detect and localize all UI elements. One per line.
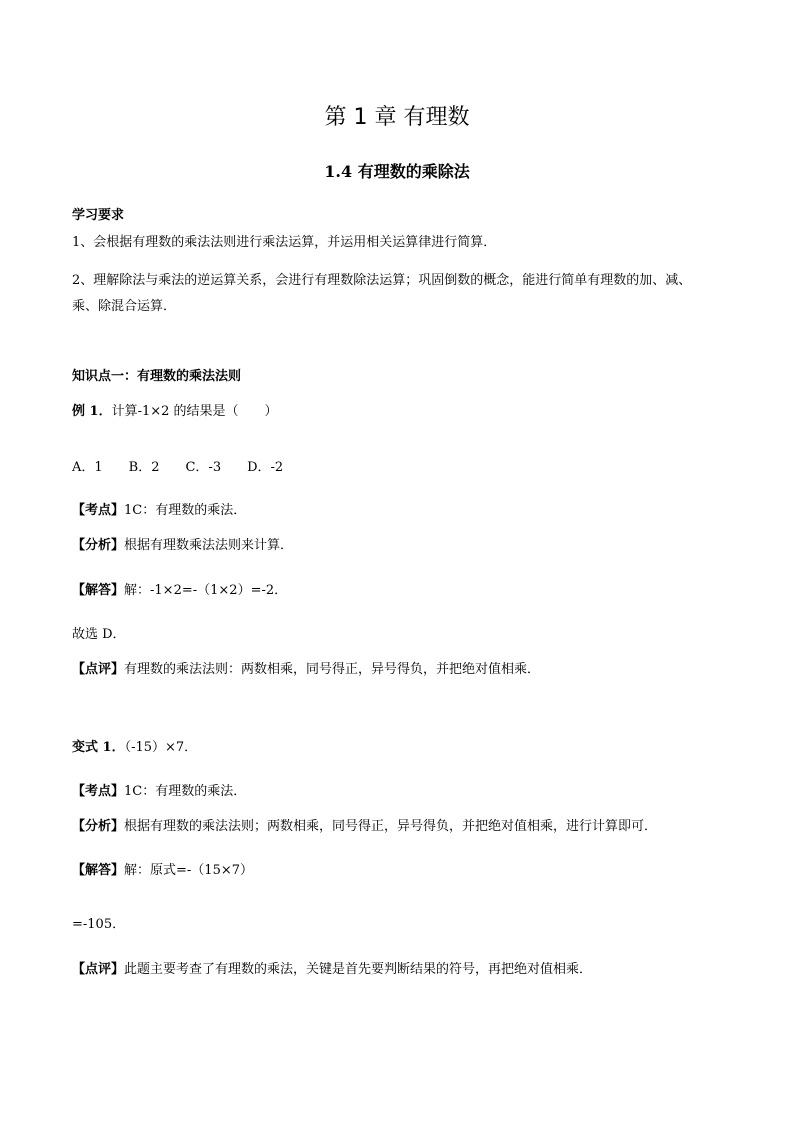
example-1-fenxi — [72, 537, 293, 555]
jieda-text: 解：原式=-（15×7） — [124, 863, 254, 878]
example-1-text: 计算-1×2 的结果是（ ） — [111, 404, 278, 419]
dianping-tag: 【点评】 — [72, 662, 125, 677]
example-1-kaodian — [72, 502, 246, 520]
fenxi-tag: 【分析】 — [72, 819, 125, 834]
jieda-tag: 【解答】 — [72, 583, 125, 598]
example-1-dianping — [72, 661, 540, 679]
requirement-item-1: 1、会根据有理数的乘法法则进行乘法运算，并运用相关运算律进行简算． — [72, 235, 497, 250]
dianping-text: 此题主要考查了有理数的乘法，关键是首先要判断结果的符号，再把绝对值相乘． — [124, 962, 593, 977]
requirements-heading: 学习要求 — [72, 208, 125, 223]
variant-1-result: =-105． — [72, 917, 126, 932]
chapter-title: 第 1 章 有理数 — [324, 105, 470, 130]
variant-1-text: （-15）×7． — [124, 740, 198, 755]
variant-1-dianping — [72, 961, 592, 979]
knowledge-point-1-heading: 知识点一：有理数的乘法法则 — [72, 369, 242, 384]
requirement-item-2-line-1: 2、理解除法与乘法的逆运算关系，会进行有理数除法运算；巩固倒数的概念，能进行简单有理数的加、减、 — [72, 273, 692, 288]
fenxi-text: 根据有理数的乘法法则；两数相乘，同号得正，异号得负，并把绝对值相乘，进行计算即可． — [124, 819, 658, 834]
variant-1-jieda — [72, 862, 253, 880]
section-title: 1.4 有理数的乘除法 — [324, 162, 470, 181]
variant-1-kaodian — [72, 783, 246, 801]
example-1-question — [72, 403, 278, 421]
variant-1-label: 变式 1． — [72, 740, 125, 755]
example-1-answer: 故选 D． — [72, 627, 126, 642]
variant-1-fenxi — [72, 818, 657, 836]
fenxi-tag: 【分析】 — [72, 538, 125, 553]
example-1-label: 例 1． — [72, 404, 112, 419]
kaodian-text: 1C：有理数的乘法． — [124, 503, 247, 518]
jieda-text: 解：-1×2=-（1×2）=-2． — [124, 583, 288, 598]
kaodian-text: 1C：有理数的乘法． — [124, 784, 247, 799]
variant-1-question — [72, 739, 197, 757]
fenxi-text: 根据有理数乘法法则来计算． — [124, 538, 294, 553]
jieda-tag: 【解答】 — [72, 863, 125, 878]
example-1-jieda — [72, 582, 287, 600]
requirement-item-2-line-2: 乘、除混合运算． — [72, 299, 177, 314]
dianping-text: 有理数的乘法法则：两数相乘，同号得正，异号得负，并把绝对值相乘． — [124, 662, 541, 677]
kaodian-tag: 【考点】 — [72, 784, 125, 799]
example-1-options: A．1 B．2 C．-3 D．-2 — [72, 460, 284, 475]
dianping-tag: 【点评】 — [72, 962, 125, 977]
kaodian-tag: 【考点】 — [72, 503, 125, 518]
